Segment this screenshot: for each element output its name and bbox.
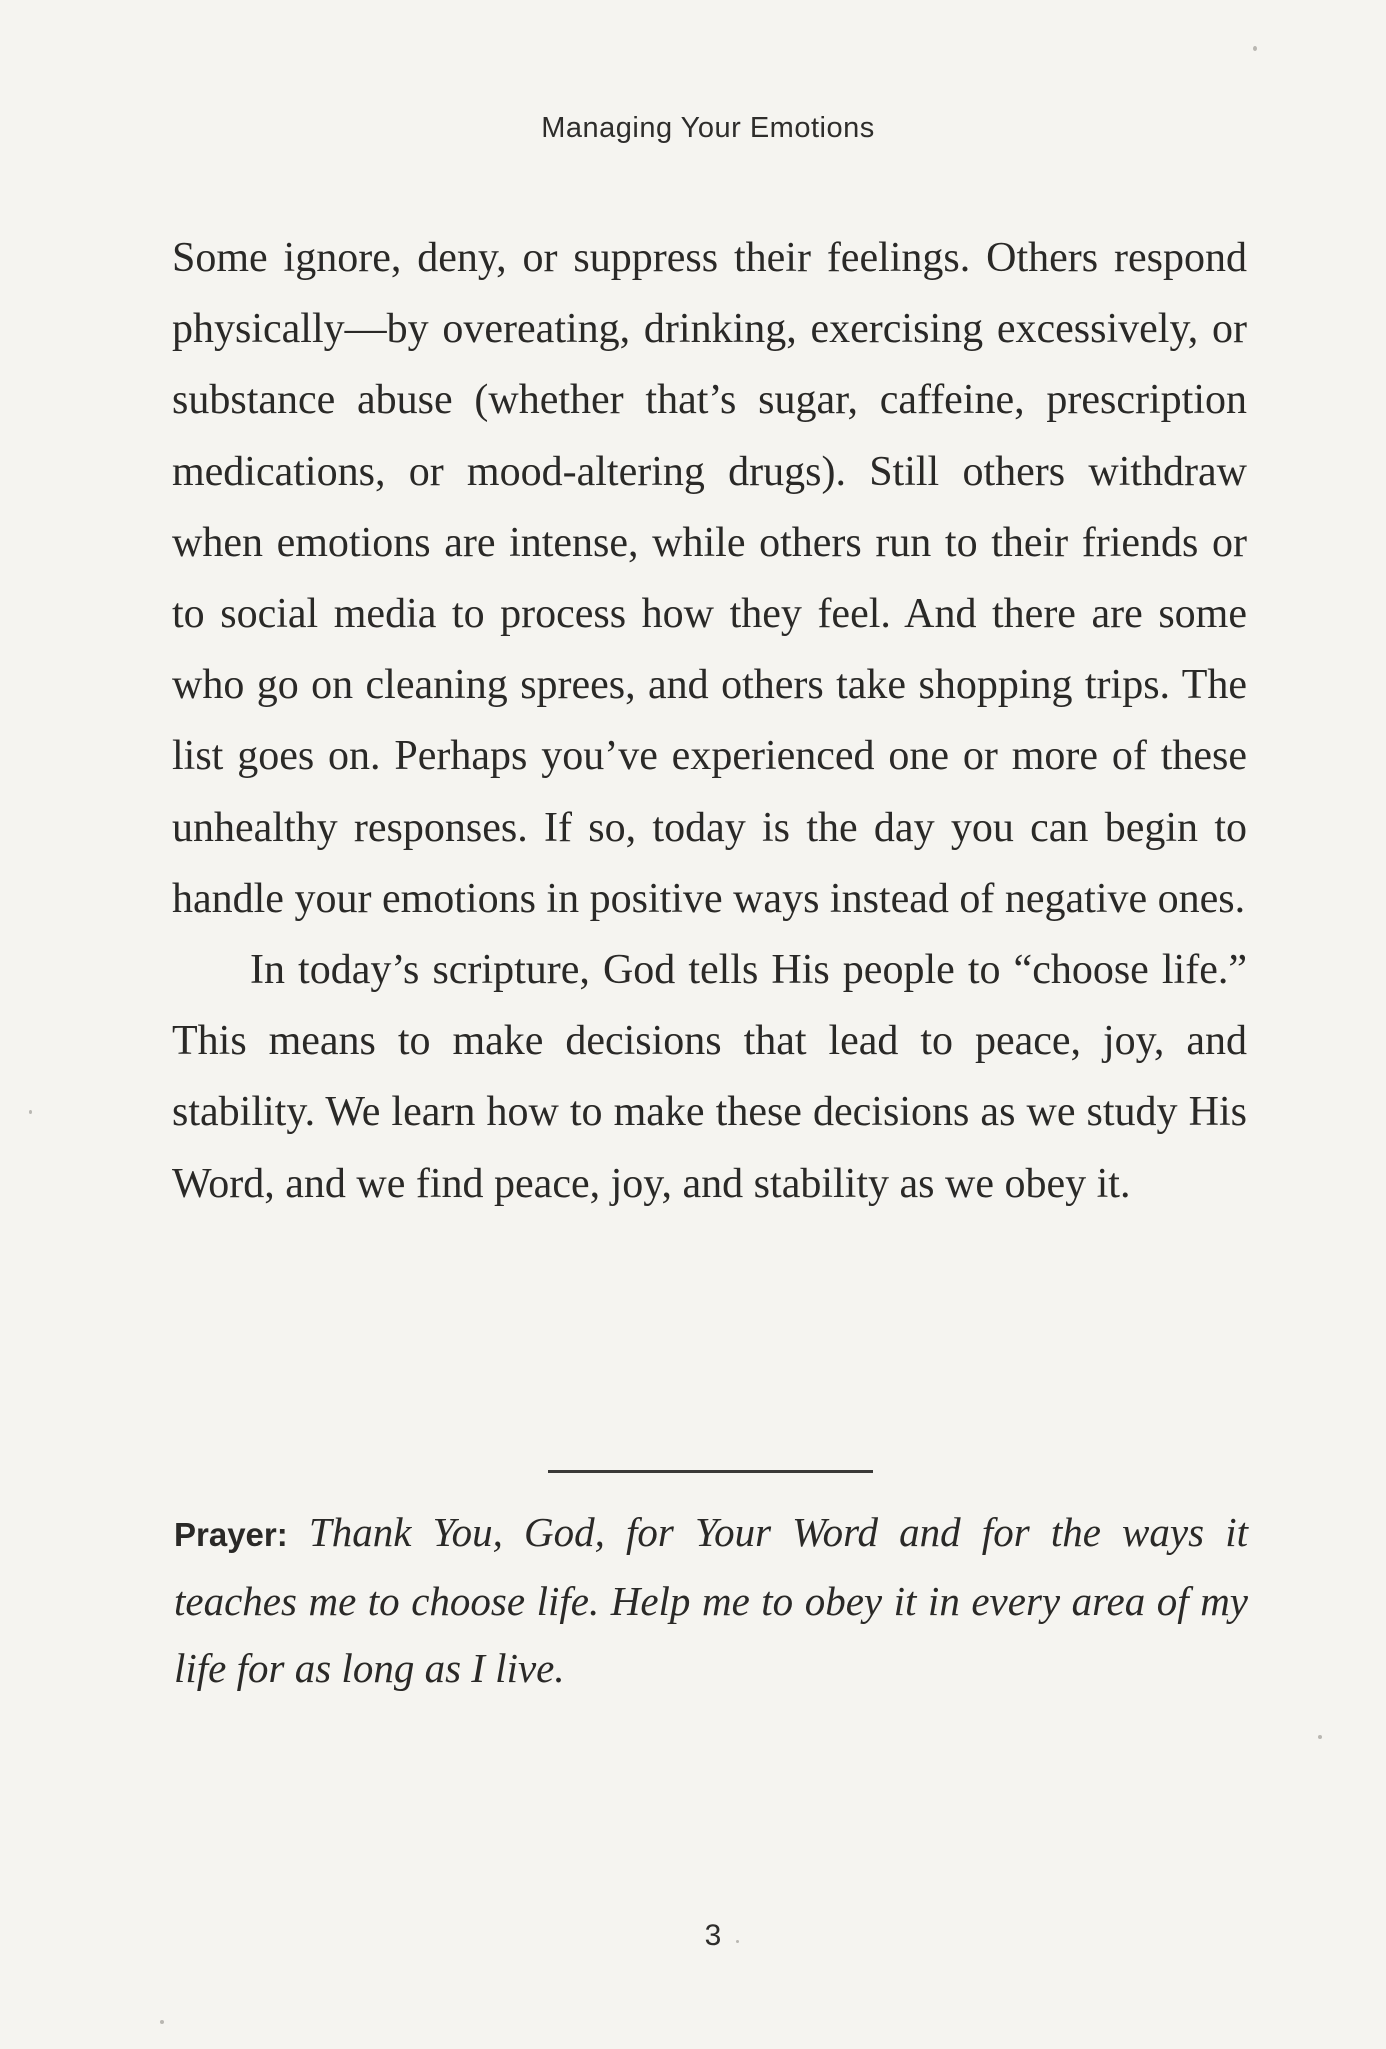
prayer-label: Prayer: — [174, 1516, 288, 1553]
prayer-text: Thank You, God, for Your Word and for the ways it teaches me to choose life. Help me to obey it in every area of my life for as long as I live. — [174, 1509, 1248, 1691]
prayer-block — [174, 1499, 1248, 1702]
scan-speck — [1253, 46, 1257, 51]
running-head: Managing Your Emotions — [541, 112, 875, 144]
scan-speck — [29, 1110, 32, 1114]
scan-speck — [1318, 1735, 1322, 1739]
section-divider — [548, 1470, 873, 1473]
scan-speck — [160, 2020, 164, 2024]
page-number: 3 — [704, 1919, 722, 1952]
body-paragraph-2: In today’s scripture, God tells His people to “choose life.” This means to make decisions that lead to peace, joy, and stability. We learn how to make these decisions as we study His Word, and we find peace, joy, and stability as we obey it. — [172, 947, 1247, 1207]
scan-speck — [736, 1940, 739, 1943]
body-text — [172, 223, 1247, 1220]
body-paragraph-1: Some ignore, deny, or suppress their feelings. Others respond physically—by overeating, drinking, exercising excessively, or substance abuse (whether that’s sugar, caffeine, prescription medications, or mood-altering drugs). Still others withdraw when emotions are intense, while others run to their friends or to social media to process how they feel. And there are some who go on cleaning sprees, and others take shopping trips. The list goes on. Perhaps you’ve experienced one or more of these unhealthy responses. If so, today is the day you can begin to handle your emotions in positive ways instead of negative ones. — [172, 235, 1247, 922]
